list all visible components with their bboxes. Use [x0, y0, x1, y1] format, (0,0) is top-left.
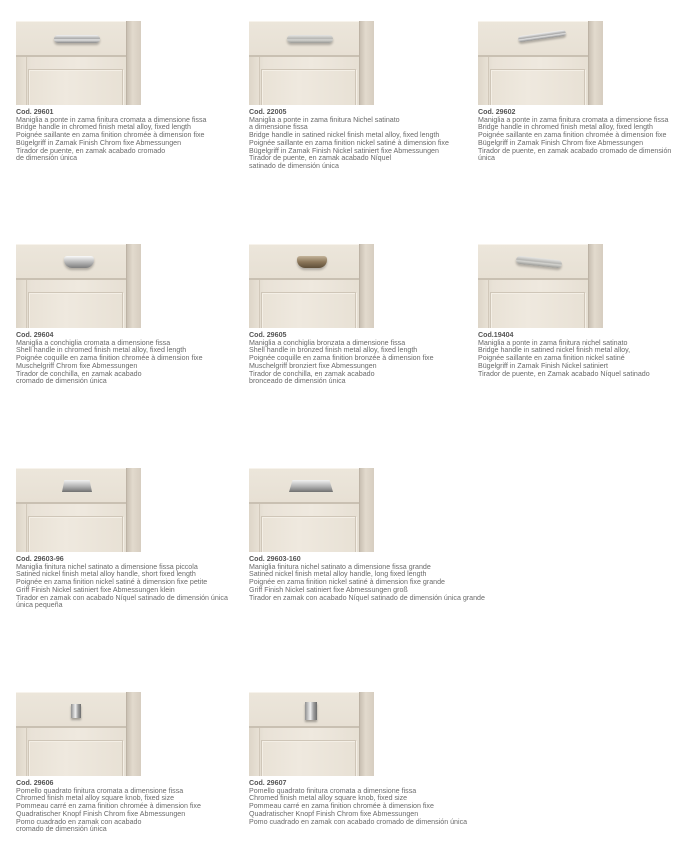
door-photo — [249, 21, 374, 105]
caption-line: Satined nickel finish metal alloy handle, long fixed length — [249, 570, 427, 579]
product-22005 — [249, 21, 449, 171]
door-photo — [249, 468, 374, 552]
caption-line: Griff Finish Nickel satiniert fixe Abmessungen groß — [249, 585, 408, 594]
caption-line: Maniglia finitura nichel satinato a dimensione fissa grande — [249, 562, 431, 571]
door-photo — [478, 21, 603, 105]
caption-line: Poignée saillante en zama finition nickel satiné — [478, 354, 625, 363]
caption-line: Shell handle in bronzed finish metal alloy, fixed length — [249, 346, 418, 355]
product-code: Cod. 29607 — [249, 779, 287, 787]
square-knob-image — [305, 702, 317, 720]
caption-line: Tirador en zamak con acabado Níquel satinado de dimensión única grande — [249, 593, 485, 602]
product-code: Cod. 29601 — [16, 108, 54, 116]
caption-line: Tirador de puente, en Zamak acabado Níquel satinado — [478, 369, 650, 378]
pull-handle-image — [289, 480, 333, 492]
product-19404 — [478, 244, 650, 378]
caption-line: Maniglia a ponte in zama finitura cromata a dimensione fissa — [16, 115, 207, 124]
caption-line: Bügelgriff in Zamak Finish Chrom fixe Abmessungen — [478, 138, 644, 147]
caption-line: Tirador de conchilla, en zamak acabado — [16, 369, 142, 378]
door-photo — [16, 692, 141, 776]
caption-line: Poignée en zama finition nickel satiné à dimension fixe petite — [16, 578, 208, 587]
door-photo — [16, 468, 141, 552]
caption-line: Pommeau carré en zama finition chromée à dimension fixe — [16, 802, 201, 811]
caption-line: Muschelgriff Chrom fixe Abmessungen — [16, 361, 138, 370]
caption-line: Shell handle in chromed finish metal alloy, fixed length — [16, 346, 187, 355]
caption-line: Pomello quadrato finitura cromata a dimensione fissa — [249, 786, 417, 795]
caption-line: Quadratischer Knopf Finish Chrom fixe Abmessungen — [16, 809, 186, 818]
product-29605 — [249, 244, 434, 386]
product-code: Cod. 22005 — [249, 108, 287, 116]
bridge-handle-image — [287, 35, 333, 43]
caption-line: Poignée coquille en zama finition chromée à dimension fixe — [16, 354, 203, 363]
caption-line: Bridge handle in satined nickel finish metal alloy, fixed length — [249, 131, 440, 140]
caption-line: Muschelgriff bronziert fixe Abmessungen — [249, 361, 377, 370]
caption-line: bronceado de dimensión única — [249, 377, 346, 386]
caption-line: Poignée saillante en zama finition nickel satiné à dimension fixe — [249, 138, 449, 147]
product-code: Cod.19404 — [478, 331, 514, 339]
caption-line: Tirador de puente, en zamak acabado cromado — [16, 146, 166, 155]
caption-line: Pomo cuadrado en zamak con acabado — [16, 817, 142, 826]
caption-line: de dimensión única — [16, 154, 78, 163]
caption-line: Maniglia finitura nichel satinato a dimensione fissa piccola — [16, 562, 198, 571]
caption-line: cromado de dimensión única — [16, 377, 107, 386]
caption-line: Maniglia a ponte in zama finitura cromata a dimensione fissa — [478, 115, 669, 124]
caption-line: única pequeña — [16, 601, 63, 610]
door-photo — [16, 244, 141, 328]
product-code: Cod. 29602 — [478, 108, 516, 116]
caption-line: Pommeau carré en zama finition chromée à dimension fixe — [249, 802, 434, 811]
product-code: Cod. 29606 — [16, 779, 54, 787]
door-photo — [249, 244, 374, 328]
caption-line: Poignée saillante en zama finition chromée à dimension fixe — [16, 131, 205, 140]
caption-line: Quadratischer Knopf Finish Chrom fixe Abmessungen — [249, 809, 419, 818]
product-code: Cod. 29604 — [16, 331, 54, 339]
caption-line: cromado de dimensión única — [16, 825, 107, 834]
caption-line: Poignée coquille en zama finition bronzée à dimension fixe — [249, 354, 434, 363]
caption-line: Pomello quadrato finitura cromata a dimensione fissa — [16, 786, 184, 795]
caption-line: Maniglia a ponte in zama finitura Nichel satinato — [249, 115, 400, 124]
caption-line: Bügelgriff in Zamak Finish Chrom fixe Abmessungen — [16, 138, 182, 147]
product-29603-160 — [249, 468, 485, 602]
caption-line: Tirador de puente, en zamak acabado Níquel — [249, 154, 392, 163]
caption-line: Maniglia a conchiglia cromata a dimensione fissa — [16, 338, 171, 347]
caption-line: Bügelgriff in Zamak Finish Nickel satiniert — [478, 361, 608, 370]
product-code: Cod. 29605 — [249, 331, 287, 339]
caption-line: Tirador de puente, en zamak acabado cromado de dimensión — [478, 146, 672, 155]
caption-line: Chromed finish metal alloy square knob, fixed size — [16, 794, 175, 803]
caption-line: única — [478, 154, 495, 163]
caption-line: Bridge handle in chromed finish metal alloy, fixed length — [16, 123, 191, 132]
caption-line: Griff Finish Nickel satiniert fixe Abmessungen klein — [16, 585, 175, 594]
caption-line: Tirador en zamak con acabado Níquel satinado de dimensión única — [16, 593, 228, 602]
caption-line: Pomo cuadrado en zamak con acabado cromado de dimensión única — [249, 817, 468, 826]
caption-line: Poignée en zama finition nickel satiné à dimension fixe grande — [249, 578, 445, 587]
product-29604 — [16, 244, 203, 386]
pull-handle-image — [62, 480, 92, 492]
door-photo — [478, 244, 603, 328]
bridge-handle-image — [54, 35, 100, 43]
caption-line: Tirador de conchilla, en zamak acabado — [249, 369, 375, 378]
caption-line: Chromed finish metal alloy square knob, fixed size — [249, 794, 408, 803]
caption-line: Poignée saillante en zama finition chromée à dimension fixe — [478, 131, 667, 140]
door-photo — [16, 21, 141, 105]
caption-line: Bridge handle in satined nickel finish metal alloy, — [478, 346, 631, 355]
shell-handle-image — [297, 256, 327, 268]
product-code: Cod. 29603-96 — [16, 555, 64, 563]
caption-line: a dimensione fissa — [249, 123, 308, 132]
product-code: Cod. 29603-160 — [249, 555, 301, 563]
caption-line: Maniglia a ponte in zama finitura nichel satinato — [478, 338, 628, 347]
square-knob-image — [71, 704, 81, 718]
caption-line: Bügelgriff in Zamak Finish Nickel satiniert fixe Abmessungen — [249, 146, 439, 155]
door-photo — [249, 692, 374, 776]
shell-handle-image — [64, 256, 94, 268]
product-29601 — [16, 21, 206, 163]
product-29607 — [249, 692, 467, 826]
caption-line: Satined nickel finish metal alloy handle, short fixed length — [16, 570, 196, 579]
product-29602 — [478, 21, 671, 163]
caption-line: satinado de dimensión única — [249, 161, 339, 170]
product-29606 — [16, 692, 201, 834]
caption-line: Maniglia a conchiglia bronzata a dimensione fissa — [249, 338, 406, 347]
caption-line: Bridge handle in chromed finish metal alloy, fixed length — [478, 123, 653, 132]
product-29603-96 — [16, 468, 228, 610]
